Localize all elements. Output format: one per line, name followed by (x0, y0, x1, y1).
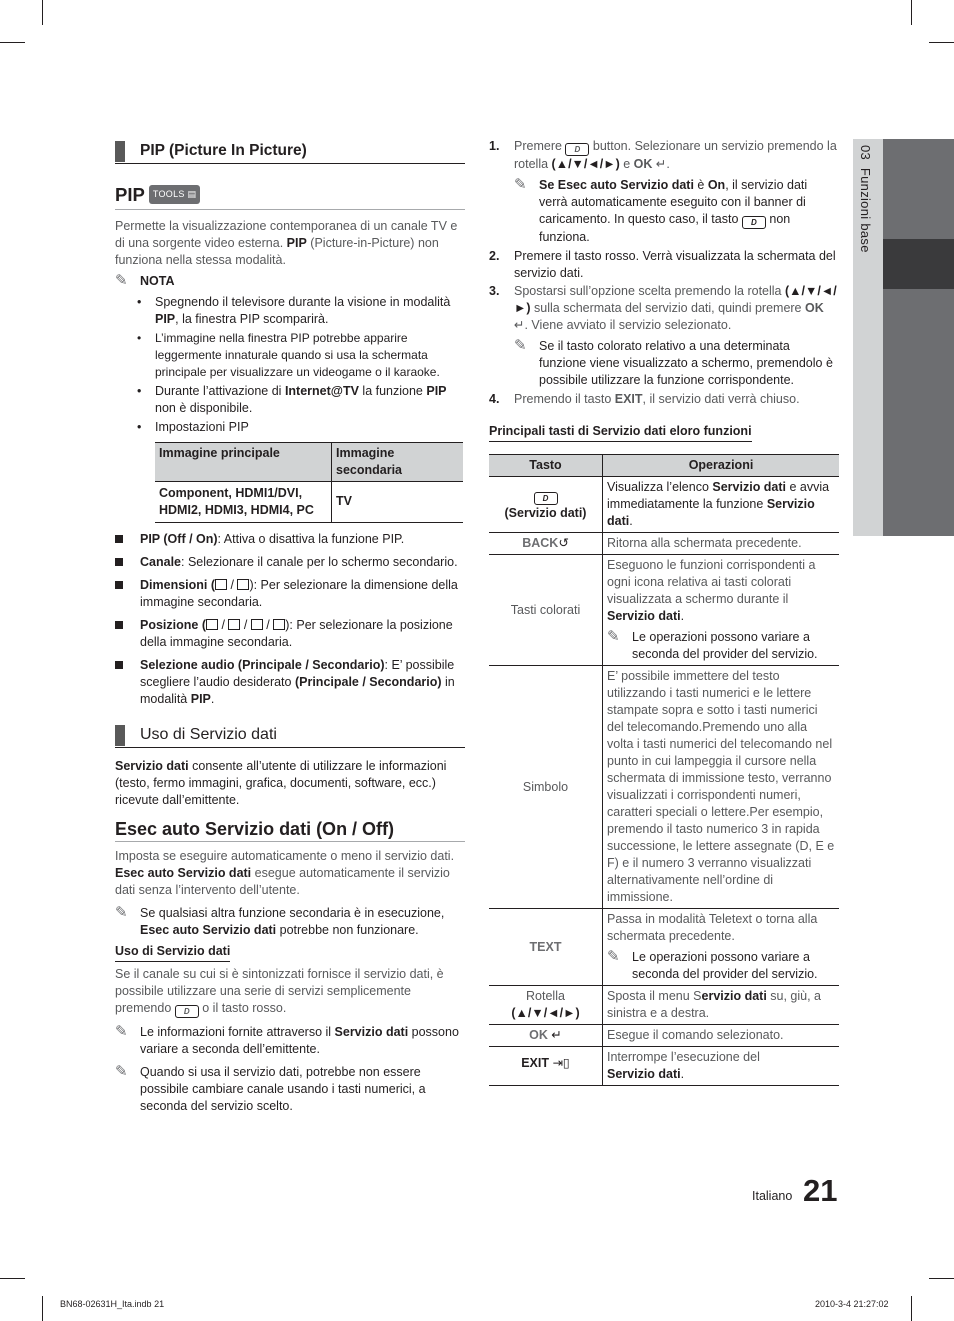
option-dimensioni: Dimensioni ( / ): Per selezionare la dimensione della immagine secondaria. (115, 577, 465, 611)
list-item: • Spegnendo il televisore durante la visione in modalità PIP, la finestra PIP scomparirà. (137, 294, 465, 328)
table-row: Rotella (▲/▼/◄/►) Sposta il menu Servizio dati su, giù, a sinistra e a destra. (489, 986, 839, 1025)
table-row: BACK↺ Ritorna alla schermata precedente. (489, 533, 839, 555)
option-pip: PIP (Off / On): Attiva o disattiva la funzione PIP. (115, 531, 465, 548)
footer-date: 2010-3-4 21:27:02 (815, 1299, 889, 1309)
table-cell: TV (332, 481, 464, 522)
page-language: Italiano (752, 1189, 793, 1203)
crop-mark (42, 0, 43, 25)
pencil-icon: ✎ (115, 271, 128, 289)
channel-note: ✎ Quando si usa il servizio dati, potrebbe non essere possibile cambiare canale usando i tasti numerici, a seconda del servizio scelto. (115, 1062, 426, 1113)
size-large-icon (237, 579, 249, 590)
footer-file: BN68-02631H_Ita.indb 21 (60, 1299, 165, 1309)
table-header: Operazioni (603, 455, 840, 477)
crop-mark (911, 1296, 912, 1321)
pip-intro: Permette la visualizzazione contemporanea di un canale TV e di una sorgente video esterna. PIP (Picture-in-Picture) non funziona nella stessa modalità. (115, 218, 458, 267)
enter-icon: ↵ (652, 157, 667, 171)
table-header: Tasto (489, 455, 603, 477)
pip-note: ✎ NOTA (115, 271, 175, 289)
side-tab-label (858, 145, 873, 253)
pencil-icon: ✎ (115, 903, 128, 921)
step-1-note: ✎ Se Esec auto Servizio dati è On, il servizio dati verrà automaticamente eseguito con il banner di caricamento. In questo caso, il tasto D non funziona. (514, 176, 808, 244)
enter-icon: ↵ (547, 1028, 562, 1042)
option-canale: Canale: Selezionare il canale per lo schermo secondario. (115, 554, 465, 571)
steps-list (489, 138, 839, 408)
table-row: Simbolo E’ possibile immettere del testo utilizzando i tasti numerici e le lettere stampate sopra e sotto i tasti numerici del telecomando.Premendo uno alla volta i tasti numerici del telecomando nel punto in cui lampeggia il cursore nella schermata di immissione testo, verranno visualizzati i corrispondenti numeri, caratteri speciali o lettere.Per esempio, premendo il tasto numerico 3 in rapida successione, le lettere assegnate (D, E e F) e il numero 3 verranno visualizzati alternativamente nell’ordine di immissione. (489, 666, 839, 909)
section-header-data: Uso di Servizio dati (115, 722, 465, 748)
pencil-icon: ✎ (115, 1022, 128, 1040)
pencil-icon: ✎ (607, 628, 620, 645)
exit-icon: ⇥▯ (548, 1056, 570, 1070)
position-bottom-left-icon (206, 619, 218, 630)
position-bottom-right-icon (273, 619, 285, 630)
right-column (489, 138, 839, 1086)
list-item: • Durante l’attivazione di Internet@TV la funzione PIP non è disponibile. (137, 383, 465, 417)
data-intro: Servizio dati consente all’utente di utilizzare le informazioni (testo, fermo immagini, grafica, documenti, software, ecc.) ricevute dall’emittente. (115, 758, 447, 807)
table-row: EXIT ⇥▯ Interrompe l’esecuzione del Servizio dati. (489, 1047, 839, 1086)
crop-mark (0, 42, 25, 43)
step-4: 4. Premendo il tasto EXIT, il servizio dati verrà chiuso. (489, 392, 800, 406)
uso-text: Se il canale su cui si è sintonizzati fornisce il servizio dati, è possibile utilizzare una serie di servizi semplicemente premendo D o il tasto rosso. (115, 966, 444, 1016)
back-icon: ↺ (558, 536, 569, 550)
pencil-icon: ✎ (607, 948, 620, 965)
keys-title: Principali tasti di Servizio dati eloro funzioni (489, 423, 752, 442)
table-row: Tasti colorati Eseguono le funzioni corrispondenti a ogni icona relativa ai tasti colorati visualizzata a schermo durante il Servizio dati. ✎ Le operazioni possono variare a seconda del provider del servizio. (489, 555, 839, 666)
table-header: Immagine secondaria (332, 442, 464, 481)
crop-mark (911, 0, 912, 25)
tools-icon: ▤ (187, 188, 197, 199)
option-audio: Selezione audio (Principale / Secondario): E’ possibile scegliere l’audio desiderato (Principale / Secondario) in modalità PIP. (115, 657, 465, 708)
pencil-icon: ✎ (514, 337, 527, 354)
table-cell: Component, HDMI1/DVI, HDMI2, HDMI3, HDMI4, PC (155, 481, 332, 522)
side-tab-active (883, 239, 954, 289)
pip-heading: PIP TOOLS ▤ (115, 186, 465, 210)
esec-heading: Esec auto Servizio dati (On / Off) (115, 821, 465, 842)
section-header-pip: PIP (Picture In Picture) (115, 138, 465, 164)
crop-mark (929, 42, 954, 43)
step-3: 3. Spostarsi sull’opzione scelta premendo la rotella (▲/▼/◄/►) sulla schermata del servizio dati, quindi premere OK ↵. Viene avviato il servizio selezionato. ✎ Se il tasto colorato relativo a una determinata funzione viene visualizzato a schermo, premendolo è possibile utilizzare la funzione corrispondente. (489, 283, 839, 389)
position-top-left-icon (251, 619, 263, 630)
step-1: 1. Premere D button. Selezionare un servizio premendo la rotella (▲/▼/◄/►) e OK ↵. ✎ Se Esec auto Servizio dati è On, il servizio dati verrà automaticamente eseguito con il banner di caricamento. In questo caso, il tasto D non funziona. (489, 138, 839, 246)
table-row: TEXT Passa in modalità Teletext o torna alla schermata precedente. ✎ Le operazioni possono variare a seconda del provider del servizio. (489, 909, 839, 986)
pip-notes-list (137, 294, 465, 436)
step-2: 2. Premere il tasto rosso. Verrà visualizzata la schermata del servizio dati. (489, 249, 836, 280)
side-tab-dark (883, 139, 954, 239)
data-service-button-icon: D (175, 1005, 199, 1018)
table-row: OK ↵ Esegue il comando selezionato. (489, 1025, 839, 1047)
position-top-right-icon (228, 619, 240, 630)
data-service-button-icon: D (534, 492, 558, 505)
size-small-icon (215, 579, 227, 590)
esec-text: Imposta se eseguire automaticamente o meno il servizio dati. Esec auto Servizio dati esegue automaticamente il servizio dati senza l’intervento dell’utente. (115, 848, 455, 897)
table-header: Immagine principale (155, 442, 332, 481)
crop-mark (0, 1278, 25, 1279)
pip-settings-table (155, 442, 463, 523)
chapter-title: Funzioni base (858, 167, 873, 253)
crop-mark (42, 1296, 43, 1321)
keys-table (489, 454, 839, 1086)
option-posizione: Posizione ( / / / ): Per selezionare la posizione della immagine secondaria. (115, 617, 465, 651)
tools-badge: TOOLS ▤ (149, 185, 200, 204)
side-tab-dark-lower (883, 289, 954, 536)
data-service-button-icon: D (565, 143, 589, 156)
info-note: ✎ Le informazioni fornite attraverso il Servizio dati possono variare a seconda dell’emittente. (115, 1022, 459, 1056)
list-item: • L’immagine nella finestra PIP potrebbe apparire leggermente innaturale quando si usa la schermata principale per visualizzare un videogame o il karaoke. (137, 330, 465, 381)
step-3-note: ✎ Se il tasto colorato relativo a una determinata funzione viene visualizzato a schermo, premendolo è possibile utilizzare la funzione corrispondente. (514, 337, 833, 387)
chapter-number: 03 (858, 145, 873, 161)
list-item: • Impostazioni PIP (137, 419, 465, 436)
enter-icon: ↵ (514, 318, 525, 332)
pencil-icon: ✎ (514, 176, 527, 193)
uso-subheading: Uso di Servizio dati (115, 943, 230, 962)
data-service-button-icon: D (742, 216, 766, 229)
left-column (115, 138, 465, 1115)
page-number: 21 (803, 1173, 838, 1208)
pencil-icon: ✎ (115, 1062, 128, 1080)
table-row: D (Servizio dati) Visualizza l’elenco Servizio dati e avvia immediatamente la funzione Servizio dati. (489, 477, 839, 533)
esec-note: ✎ Se qualsiasi altra funzione secondaria è in esecuzione, Esec auto Servizio dati potrebbe non funzionare. (115, 903, 445, 937)
crop-mark (929, 1278, 954, 1279)
